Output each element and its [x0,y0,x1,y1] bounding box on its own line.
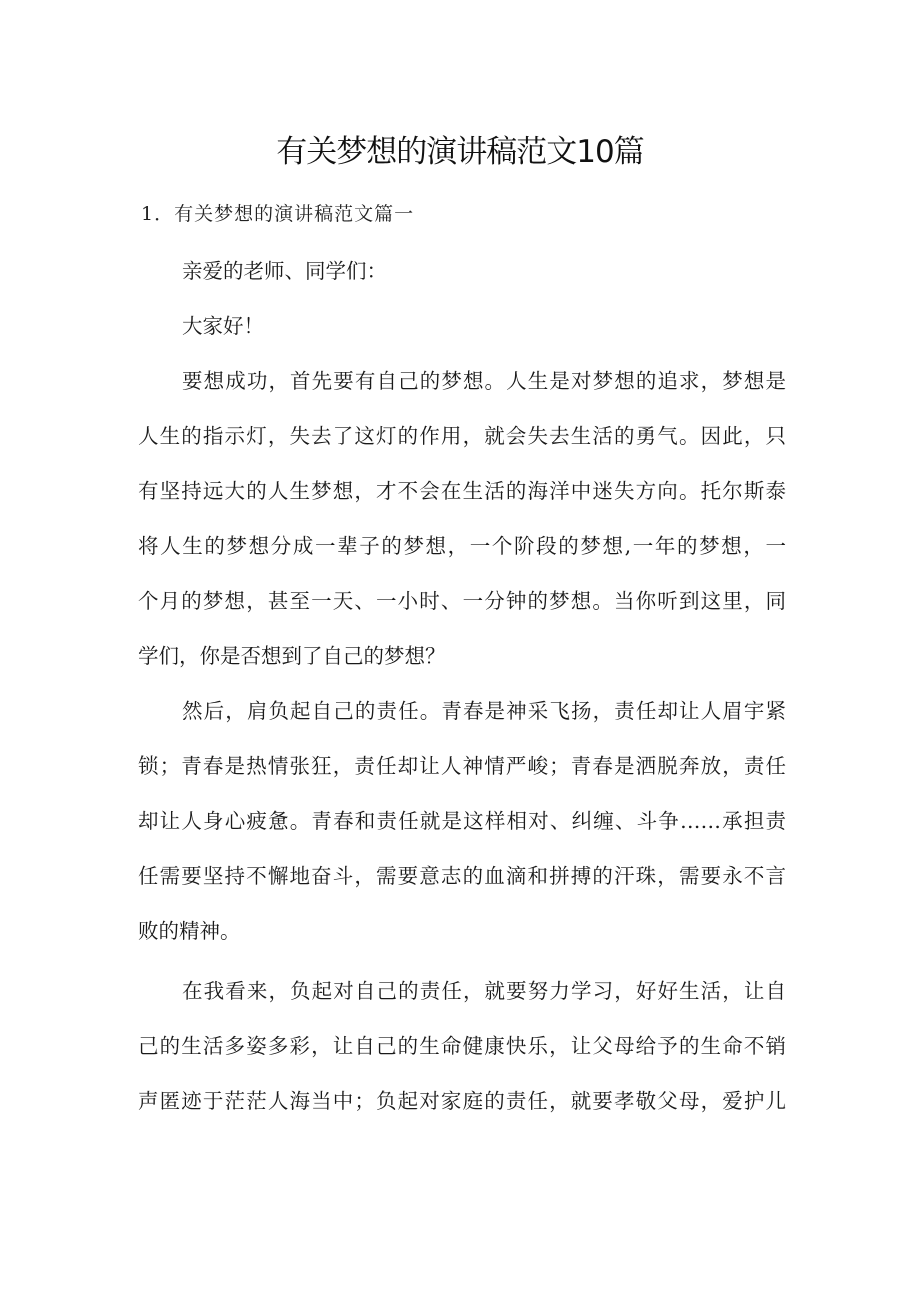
paragraph-line: 在我看来，负起对自己的责任，就要努力学习，好好生活，让自 [182,979,786,1003]
paragraph-line: 个月的梦想，甚至一天、一小时、一分钟的梦想。当你听到这里，同 [138,589,786,613]
paragraph-line: 将人生的梦想分成一辈子的梦想，一个阶段的梦想,一年的梦想，一 [138,534,786,558]
salutation: 亲爱的老师、同学们： [182,259,387,283]
paragraph-line: 声匿迹于茫茫人海当中；负起对家庭的责任，就要孝敬父母，爱护儿 [138,1089,786,1113]
paragraph-line: 要想成功，首先要有自己的梦想。人生是对梦想的追求，梦想是 [182,369,786,393]
paragraph-line: 然后，肩负起自己的责任。青春是神采飞扬，责任却让人眉宇紧 [182,699,786,723]
greeting: 大家好！ [182,314,264,338]
paragraph-line: 己的生活多姿多彩，让自己的生命健康快乐，让父母给予的生命不销 [138,1034,786,1058]
paragraph-line: 学们，你是否想到了自己的梦想？ [138,644,446,668]
paragraph-line: 败的精神。 [138,919,241,943]
paragraph-line: 锁；青春是热情张狂，责任却让人神情严峻；青春是洒脱奔放，责任 [138,754,786,778]
paragraph-line: 有坚持远大的人生梦想，才不会在生活的海洋中迷失方向。托尔斯泰 [138,479,786,503]
section-heading: 1．有关梦想的演讲稿范文篇一 [141,203,415,225]
paragraph-line: 任需要坚持不懈地奋斗，需要意志的血滴和拼搏的汗珠，需要永不言 [138,864,786,888]
document-title: 有关梦想的演讲稿范文10篇 [276,134,644,170]
paragraph-line: 却让人身心疲惫。青春和责任就是这样相对、纠缠、斗争……承担责 [138,809,786,833]
paragraph-line: 人生的指示灯，失去了这灯的作用，就会失去生活的勇气。因此，只 [138,424,786,448]
